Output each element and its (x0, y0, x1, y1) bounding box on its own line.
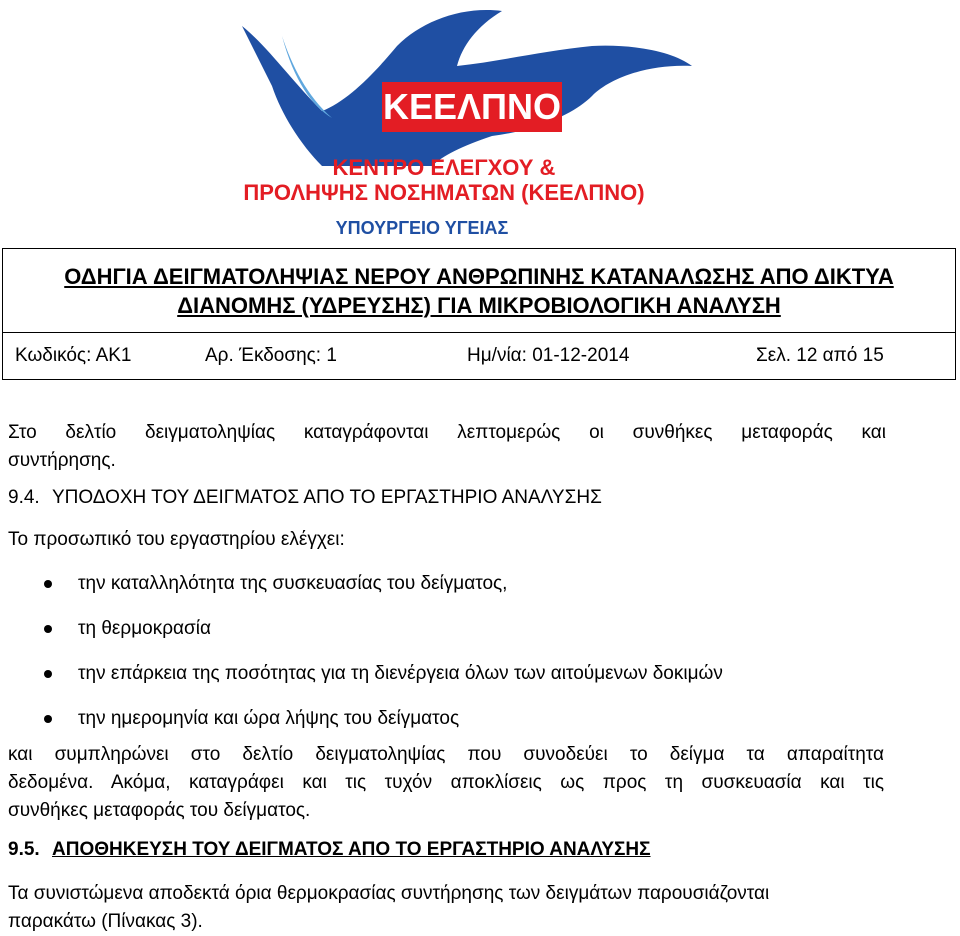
logo-brand: ΚΕΕΛΠΝΟ (382, 86, 562, 127)
section-title: ΥΠΟΔΟΧΗ ΤΟΥ ΔΕΙΓΜΑΤΟΣ ΑΠΟ ΤΟ ΕΡΓΑΣΤΗΡΙΟ ΑΝΑΛΥΣΗΣ (52, 487, 602, 508)
intro-line-2: συντήρησης. (8, 450, 116, 471)
keelpno-logo (172, 6, 716, 242)
completion-paragraph (8, 741, 884, 825)
section-number: 9.4. (8, 487, 40, 508)
edition-number: Αρ. Έκδοσης: 1 (205, 345, 337, 366)
intro-paragraph (8, 419, 886, 475)
checks-list (0, 570, 900, 750)
section-title: ΑΠΟΘΗΚΕΥΣΗ ΤΟΥ ΔΕΙΓΜΑΤΟΣ ΑΠΟ ΤΟ ΕΡΓΑΣΤΗΡΙΟ ΑΝΑΛΥΣΗΣ (52, 839, 651, 860)
document-title (3, 249, 955, 333)
page-number: Σελ. 12 από 15 (756, 345, 884, 366)
document-header (2, 248, 956, 380)
document-date: Ημ/νία: 01-12-2014 (467, 345, 630, 366)
list-item: την καταλληλότητα της συσκευασίας του δείγματος, (0, 570, 900, 615)
bullet-icon (44, 625, 52, 633)
list-item: την ημερομηνία και ώρα λήψης του δείγματος (0, 705, 900, 750)
list-item: την επάρκεια της ποσότητας για τη διενέργεια όλων των αιτούμενων δοκιμών (0, 660, 900, 705)
title-line-2: ΔΙΑΝΟΜΗΣ (ΥΔΡΕΥΣΗΣ) ΓΙΑ ΜΙΚΡΟΒΙΟΛΟΓΙΚΗ ΑΝΑΛΥΣΗ (177, 292, 781, 318)
logo-ministry: ΥΠΟΥΡΓΕΙΟ ΥΓΕΙΑΣ (335, 218, 509, 238)
limits-line-2: παρακάτω (Πίνακας 3). (8, 911, 203, 932)
document-meta (3, 333, 955, 379)
completion-line-2: δεδομένα. Ακόμα, καταγράφει και τις τυχόν αποκλίσεις ως προς τη συσκευασία και τις (8, 772, 884, 793)
logo-line1: ΚΕΝΤΡΟ ΕΛΕΓΧΟΥ & (332, 155, 556, 180)
bullet-icon (44, 580, 52, 588)
intro-line-1: Στο δελτίο δειγματοληψίας καταγράφονται λεπτομερώς οι συνθήκες μεταφοράς και (8, 422, 886, 443)
limits-paragraph (8, 880, 908, 936)
bullet-icon (44, 715, 52, 723)
list-item: τη θερμοκρασία (0, 615, 900, 660)
section-number: 9.5. (8, 839, 40, 860)
completion-line-3: συνθήκες μεταφοράς του δείγματος. (8, 800, 311, 821)
logo-line2: ΠΡΟΛΗΨΗΣ ΝΟΣΗΜΑΤΩΝ (ΚΕΕΛΠΝΟ) (243, 180, 645, 205)
completion-line-1: και συμπληρώνει στο δελτίο δειγματοληψίας που συνοδεύει το δείγμα τα απαραίτητα (8, 744, 884, 765)
title-line-1: ΟΔΗΓΙΑ ΔΕΙΓΜΑΤΟΛΗΨΙΑΣ ΝΕΡΟΥ ΑΝΘΡΩΠΙΝΗΣ ΚΑΤΑΝΑΛΩΣΗΣ ΑΠΟ ΔΙΚΤΥΑ (64, 263, 894, 289)
document-code: Κωδικός: ΑΚ1 (15, 345, 132, 366)
bullet-icon (44, 670, 52, 678)
section-heading-9-5 (8, 839, 651, 861)
limits-line-1: Τα συνιστώμενα αποδεκτά όρια θερμοκρασίας συντήρησης των δειγμάτων παρουσιάζονται (8, 883, 770, 904)
section-heading-9-4 (8, 487, 602, 509)
staff-checks-text: Το προσωπικό του εργαστηρίου ελέγχει: (8, 529, 345, 550)
